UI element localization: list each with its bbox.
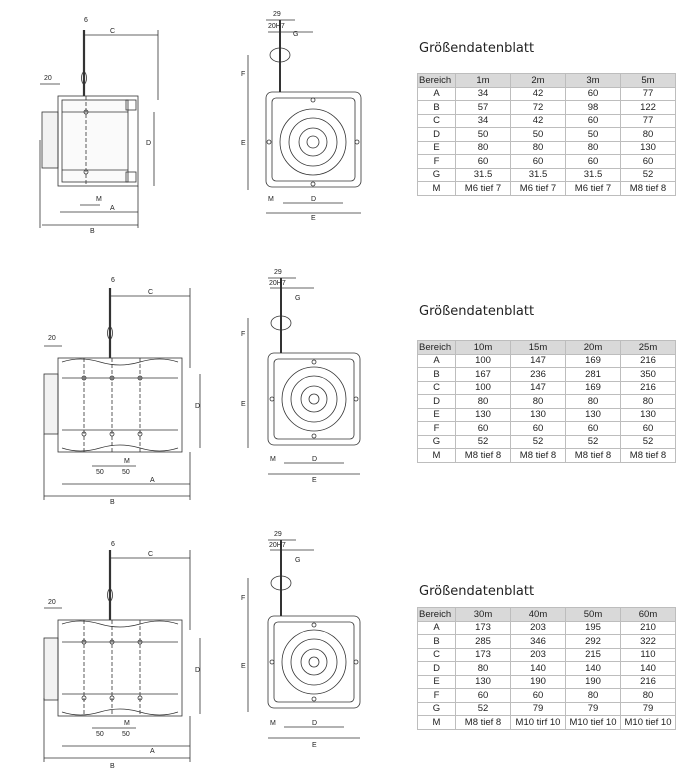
table-cell: 60	[511, 689, 566, 703]
table-cell: 203	[511, 648, 566, 662]
table-cell: 130	[511, 408, 566, 422]
dim-e: E	[241, 401, 246, 408]
table-cell: 60	[566, 87, 621, 101]
table-cell: M8 tief 8	[621, 182, 676, 196]
dim-6: 6	[111, 541, 115, 548]
table-cell: 350	[621, 368, 676, 382]
size-data-table	[417, 607, 676, 730]
table-cell: M8 tief 8	[621, 449, 676, 463]
column-header: 60m	[621, 608, 676, 622]
table-cell: 60	[511, 155, 566, 169]
dim-20h7: 20H7	[268, 23, 285, 30]
dim-g: G	[295, 557, 301, 564]
dim-d: D	[195, 403, 201, 410]
table-cell: 52	[511, 435, 566, 449]
table-row	[418, 408, 676, 422]
dim-50a: 50	[96, 469, 104, 476]
table-cell: 281	[566, 368, 621, 382]
row-label: B	[418, 101, 456, 115]
table-cell: 50	[456, 128, 511, 142]
dim-front-m: M	[268, 196, 274, 203]
table-cell: 167	[456, 368, 511, 382]
table-cell: 52	[456, 435, 511, 449]
table-row	[418, 716, 676, 730]
table-row	[418, 368, 676, 382]
table-row	[418, 155, 676, 169]
dim-b: B	[90, 228, 95, 235]
dim-front-e: E	[312, 742, 317, 749]
dim-front-m: M	[270, 456, 276, 463]
dim-front-d: D	[312, 720, 318, 727]
table-cell: 60	[456, 422, 511, 436]
table-cell: 169	[566, 381, 621, 395]
table-cell: 346	[511, 635, 566, 649]
table-cell: 80	[566, 689, 621, 703]
table-cell: 72	[511, 101, 566, 115]
table-row	[418, 114, 676, 128]
table-cell: 98	[566, 101, 621, 115]
table-row	[418, 182, 676, 196]
table-cell: 80	[621, 395, 676, 409]
table-cell: 140	[511, 662, 566, 676]
dim-d: D	[195, 667, 201, 674]
table-cell: 79	[511, 702, 566, 716]
row-label: M	[418, 716, 456, 730]
dim-g: G	[295, 295, 301, 302]
table-cell: 80	[511, 141, 566, 155]
table-cell: 80	[621, 128, 676, 142]
technical-drawing-3	[0, 520, 400, 779]
row-label: E	[418, 675, 456, 689]
table-cell: 130	[566, 408, 621, 422]
dim-a: A	[150, 477, 155, 484]
table-cell: 52	[456, 702, 511, 716]
table-cell: 31.5	[566, 168, 621, 182]
table-cell: M10 tirf 10	[511, 716, 566, 730]
row-label: A	[418, 87, 456, 101]
table-cell: M8 tief 8	[511, 449, 566, 463]
table-cell: M8 tief 8	[456, 716, 511, 730]
table-cell: 203	[511, 621, 566, 635]
dim-m: M	[124, 458, 130, 465]
table-cell: 50	[566, 128, 621, 142]
table-cell: 147	[511, 381, 566, 395]
dim-m: M	[96, 196, 102, 203]
table-cell: 60	[566, 422, 621, 436]
row-label: G	[418, 168, 456, 182]
table-cell: 210	[621, 621, 676, 635]
table-cell: 42	[511, 87, 566, 101]
row-label: A	[418, 621, 456, 635]
row-label: C	[418, 114, 456, 128]
section-30m-60m	[0, 520, 694, 779]
table-cell: 130	[621, 141, 676, 155]
table-cell: 52	[621, 435, 676, 449]
table-row	[418, 141, 676, 155]
dim-50a: 50	[96, 731, 104, 738]
table-row	[418, 101, 676, 115]
table-cell: 322	[621, 635, 676, 649]
dim-20: 20	[48, 599, 56, 606]
dim-a: A	[110, 205, 115, 212]
column-header: 40m	[511, 608, 566, 622]
table-header-row	[418, 341, 676, 355]
table-row	[418, 354, 676, 368]
table-cell: 216	[621, 381, 676, 395]
row-label: B	[418, 635, 456, 649]
table-row	[418, 381, 676, 395]
column-header: 2m	[511, 74, 566, 88]
technical-drawing-2	[0, 258, 400, 518]
dim-f: F	[241, 71, 246, 78]
table-cell: 140	[621, 662, 676, 676]
dim-front-d: D	[311, 196, 317, 203]
table-row	[418, 662, 676, 676]
dim-d: D	[146, 140, 152, 147]
dim-20: 20	[44, 75, 52, 82]
sheet-title: Größendatenblatt	[419, 584, 535, 599]
table-row	[418, 395, 676, 409]
table-cell: 34	[456, 87, 511, 101]
table-row	[418, 648, 676, 662]
table-row	[418, 422, 676, 436]
column-header: 30m	[456, 608, 511, 622]
table-cell: 130	[456, 408, 511, 422]
dim-front-e: E	[311, 215, 316, 222]
table-row	[418, 449, 676, 463]
table-cell: M8 tief 8	[566, 449, 621, 463]
dim-20h7: 20H7	[269, 280, 286, 287]
row-label: D	[418, 662, 456, 676]
dim-50b: 50	[122, 469, 130, 476]
dim-6: 6	[111, 277, 115, 284]
table-cell: 80	[566, 395, 621, 409]
table-cell: 60	[621, 155, 676, 169]
table-cell: 42	[511, 114, 566, 128]
row-label: B	[418, 368, 456, 382]
row-label: F	[418, 155, 456, 169]
row-label: A	[418, 354, 456, 368]
table-row	[418, 128, 676, 142]
dim-a: A	[150, 748, 155, 755]
header-bereich: Bereich	[418, 608, 456, 622]
row-label: F	[418, 689, 456, 703]
table-row	[418, 689, 676, 703]
row-label: E	[418, 141, 456, 155]
table-cell: 80	[621, 689, 676, 703]
dim-f: F	[241, 331, 246, 338]
table-cell: 147	[511, 354, 566, 368]
column-header: 10m	[456, 341, 511, 355]
table-cell: M10 tief 10	[621, 716, 676, 730]
table-cell: 216	[621, 354, 676, 368]
dim-front-e: E	[312, 477, 317, 484]
table-cell: 77	[621, 114, 676, 128]
table-cell: M10 tief 10	[566, 716, 621, 730]
table-row	[418, 435, 676, 449]
table-cell: 77	[621, 87, 676, 101]
table-header-row	[418, 608, 676, 622]
table-cell: 100	[456, 381, 511, 395]
table-row	[418, 702, 676, 716]
table-cell: 80	[511, 395, 566, 409]
row-label: M	[418, 449, 456, 463]
column-header: 20m	[566, 341, 621, 355]
table-cell: 215	[566, 648, 621, 662]
table-cell: 80	[456, 395, 511, 409]
table-cell: 79	[566, 702, 621, 716]
row-label: M	[418, 182, 456, 196]
dim-e: E	[241, 663, 246, 670]
table-cell: 130	[456, 675, 511, 689]
table-cell: 60	[456, 155, 511, 169]
table-cell: 173	[456, 621, 511, 635]
table-cell: 80	[456, 662, 511, 676]
row-label: C	[418, 381, 456, 395]
table-cell: M8 tief 8	[456, 449, 511, 463]
dim-29: 29	[274, 531, 282, 538]
table-cell: 60	[566, 155, 621, 169]
size-data-table	[417, 340, 676, 463]
table-cell: 31.5	[511, 168, 566, 182]
section-10m-25m	[0, 258, 694, 518]
sheet-title: Größendatenblatt	[419, 41, 535, 56]
table-row	[418, 621, 676, 635]
row-label: G	[418, 702, 456, 716]
table-cell: 110	[621, 648, 676, 662]
row-label: G	[418, 435, 456, 449]
header-bereich: Bereich	[418, 74, 456, 88]
table-row	[418, 168, 676, 182]
row-label: E	[418, 408, 456, 422]
dim-f: F	[241, 595, 246, 602]
table-cell: 80	[566, 141, 621, 155]
dim-20: 20	[48, 335, 56, 342]
table-cell: 236	[511, 368, 566, 382]
column-header: 15m	[511, 341, 566, 355]
row-label: C	[418, 648, 456, 662]
dim-c: C	[148, 289, 154, 296]
table-cell: M6 tief 7	[566, 182, 621, 196]
table-cell: 50	[511, 128, 566, 142]
dim-e: E	[241, 140, 246, 147]
table-cell: 34	[456, 114, 511, 128]
column-header: 25m	[621, 341, 676, 355]
table-cell: 79	[621, 702, 676, 716]
table-cell: 285	[456, 635, 511, 649]
table-header-row	[418, 74, 676, 88]
row-label: D	[418, 128, 456, 142]
table-cell: 100	[456, 354, 511, 368]
column-header: 3m	[566, 74, 621, 88]
table-cell: 140	[566, 662, 621, 676]
column-header: 5m	[621, 74, 676, 88]
table-row	[418, 87, 676, 101]
table-cell: 292	[566, 635, 621, 649]
dim-front-m: M	[270, 720, 276, 727]
section-1m-5m	[0, 0, 694, 255]
dim-50b: 50	[122, 731, 130, 738]
table-cell: 52	[566, 435, 621, 449]
dim-b: B	[110, 763, 115, 770]
dim-front-d: D	[312, 456, 318, 463]
technical-drawing-1	[0, 0, 400, 255]
table-row	[418, 635, 676, 649]
table-cell: 52	[621, 168, 676, 182]
dim-c: C	[110, 28, 116, 35]
dim-29: 29	[273, 11, 281, 18]
dim-29: 29	[274, 269, 282, 276]
dim-c: C	[148, 551, 154, 558]
dim-g: G	[293, 31, 299, 38]
table-cell: 190	[566, 675, 621, 689]
table-cell: 130	[621, 408, 676, 422]
dim-m: M	[124, 720, 130, 727]
table-cell: 60	[456, 689, 511, 703]
dim-6: 6	[84, 17, 88, 24]
table-cell: 60	[511, 422, 566, 436]
table-cell: 173	[456, 648, 511, 662]
sheet-title: Größendatenblatt	[419, 304, 535, 319]
table-cell: 122	[621, 101, 676, 115]
table-cell: M6 tief 7	[511, 182, 566, 196]
table-cell: 195	[566, 621, 621, 635]
size-data-table	[417, 73, 676, 196]
row-label: F	[418, 422, 456, 436]
table-cell: 80	[456, 141, 511, 155]
table-cell: 169	[566, 354, 621, 368]
header-bereich: Bereich	[418, 341, 456, 355]
row-label: D	[418, 395, 456, 409]
table-cell: 60	[621, 422, 676, 436]
table-cell: 190	[511, 675, 566, 689]
table-row	[418, 675, 676, 689]
dim-b: B	[110, 499, 115, 506]
table-cell: 60	[566, 114, 621, 128]
column-header: 50m	[566, 608, 621, 622]
dim-20h7: 20H7	[269, 542, 286, 549]
table-cell: 216	[621, 675, 676, 689]
table-cell: 31.5	[456, 168, 511, 182]
table-cell: M6 tief 7	[456, 182, 511, 196]
table-cell: 57	[456, 101, 511, 115]
column-header: 1m	[456, 74, 511, 88]
